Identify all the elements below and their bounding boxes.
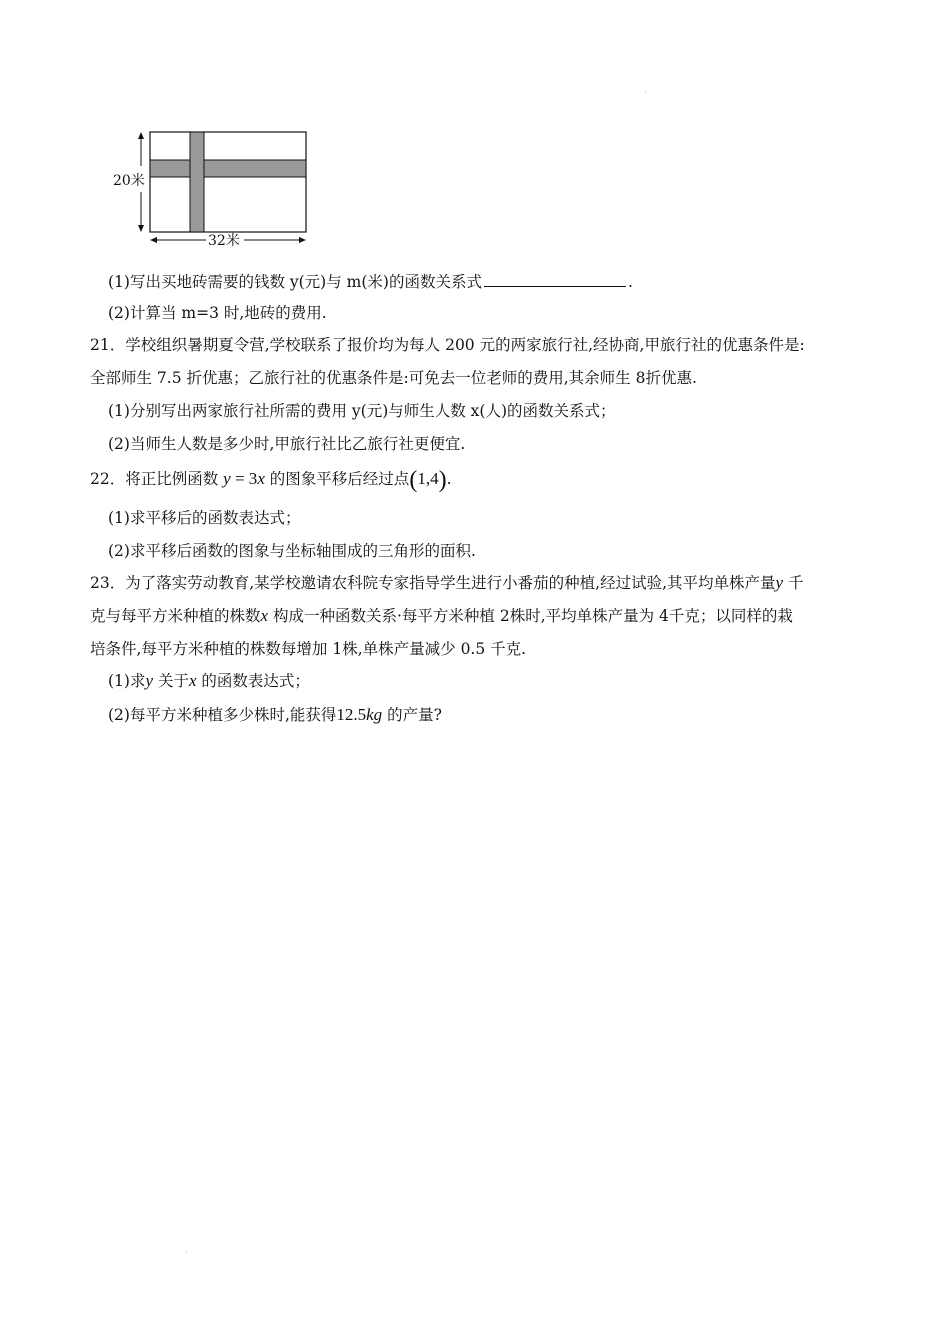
horizontal-road (150, 160, 306, 177)
height-label: 20米 (113, 173, 145, 189)
q23-stem-line1: 23．为了落实劳动教育,某学校邀请农科院专家指导学生进行小番茄的种植,经过试验,其平均单株产量y 千 (90, 573, 804, 592)
vertical-road (190, 132, 204, 232)
q21-part2: (2)当师生人数是多少时,甲旅行社比乙旅行社更便宜. (108, 435, 466, 453)
q22-part1: (1)求平移后的函数表达式； (108, 509, 301, 527)
q21-stem-line1: 21．学校组织暑期夏令营,学校联系了报价均为每人 200 元的两家旅行社,经协商,甲旅行社的优惠条件是: (90, 336, 805, 354)
formula-x: x (257, 469, 265, 488)
speck (645, 92, 646, 93)
q23-stem-line2: 克与每平方米种植的株数x 构成一种函数关系·每平方米种植 2株时,平均单株产量为 4千克；以同样的栽 (90, 606, 793, 625)
q23-part1: (1)求y 关于x 的函数表达式； (108, 671, 310, 690)
road-diagram (110, 122, 330, 252)
q20-part2: (2)计算当 m=3 时,地砖的费用. (108, 304, 327, 322)
formula-eq: = 3 (230, 469, 258, 488)
point-coords: 1,4 (417, 469, 439, 488)
speck (186, 1252, 187, 1253)
answer-blank[interactable] (484, 270, 626, 287)
width-label: 32米 (208, 233, 240, 249)
lawn-rectangle (150, 132, 306, 232)
q21-stem-line2: 全部师生 7.5 折优惠；乙旅行社的优惠条件是:可免去一位老师的费用,其余师生 8折优惠. (90, 369, 697, 387)
formula-y: y (223, 469, 231, 488)
q22-stem: 22．将正比例函数 y = 3x 的图象平移后经过点(1,4). (90, 467, 452, 493)
q21-part1: (1)分别写出两家旅行社所需的费用 y(元)与师生人数 x(人)的函数关系式； (108, 402, 616, 420)
q23-part2: (2)每平方米种植多少株时,能获得12.5kg 的产量? (108, 705, 442, 724)
q22-part2: (2)求平移后函数的图象与坐标轴围成的三角形的面积. (108, 542, 476, 560)
q23-stem-line3: 培条件,每平方米种植的株数每增加 1株,单株产量减少 0.5 千克. (90, 640, 527, 658)
q20-part1: (1)写出买地砖需要的钱数 y(元)与 m(米)的函数关系式 . (108, 270, 633, 293)
